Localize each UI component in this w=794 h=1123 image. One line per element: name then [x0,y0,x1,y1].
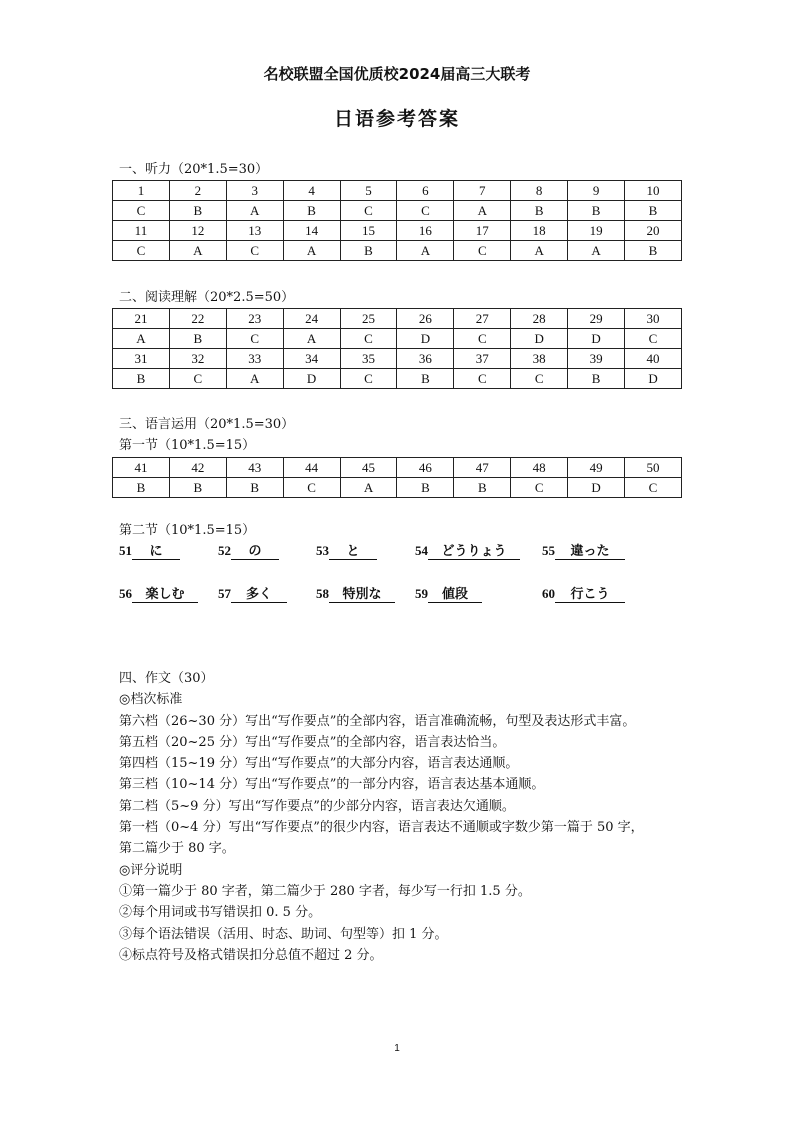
fill-in-item [415,586,482,603]
question-number-cell: 32 [169,349,226,369]
question-number-cell: 37 [454,349,511,369]
answer-cell: B [397,369,454,389]
answer-cell: C [511,369,568,389]
question-number-cell: 42 [169,458,226,478]
answer-cell: B [511,201,568,221]
question-number-cell: 35 [340,349,397,369]
section-listening-heading: 一、听力（20*1.5=30） [119,162,269,177]
question-number-cell: 10 [625,181,682,201]
question-number-cell: 16 [397,221,454,241]
answer-cell: C [226,329,283,349]
question-number-cell: 50 [625,458,682,478]
question-number-cell: 36 [397,349,454,369]
answer-cell: A [511,241,568,261]
answer-cell: C [340,329,397,349]
question-number-row [113,349,682,369]
question-number-cell: 48 [511,458,568,478]
question-number-cell: 46 [397,458,454,478]
part2-heading: 第二节（10*1.5=15） [119,523,256,538]
item-answer: と [329,544,377,560]
question-number-cell: 31 [113,349,170,369]
answer-cell: A [340,478,397,498]
fill-in-item [542,543,625,560]
answer-cell: B [226,478,283,498]
grading-level-heading: ◎档次标准 [119,692,183,708]
grading-level-1-cont: 第二篇少于 80 字。 [119,841,235,857]
section-language-heading: 三、语言运用（20*1.5=30） [119,417,295,432]
question-number-cell: 44 [283,458,340,478]
fill-in-item [218,543,279,560]
answer-cell: B [397,478,454,498]
question-number-cell: 26 [397,309,454,329]
item-number: 58 [316,586,329,601]
question-number-cell: 22 [169,309,226,329]
answer-cell: B [454,478,511,498]
answer-cell: C [169,369,226,389]
answer-cell: B [283,201,340,221]
question-number-row [113,309,682,329]
question-number-row [113,458,682,478]
answer-row [113,329,682,349]
answer-cell: C [454,329,511,349]
item-answer: 楽しむ [132,587,198,603]
reading-answer-table [112,308,682,389]
essay-section [119,668,719,966]
item-answer: に [132,544,180,560]
answer-cell: A [113,329,170,349]
grading-level-1: 第一档（0~4 分）写出“写作要点”的很少内容，语言表达不通顺或字数少第一篇于 50 字， [119,820,644,836]
question-number-cell: 47 [454,458,511,478]
answer-row [113,241,682,261]
question-number-cell: 27 [454,309,511,329]
answer-cell: C [454,241,511,261]
answer-cell: A [397,241,454,261]
question-number-cell: 2 [169,181,226,201]
grading-level-4: 第四档（15~19 分）写出“写作要点”的大部分内容，语言表达通顺。 [119,756,519,772]
answer-cell: C [113,201,170,221]
answer-cell: C [625,478,682,498]
answer-cell: C [397,201,454,221]
answer-cell: A [226,201,283,221]
answer-cell: B [625,201,682,221]
fill-in-row-1 [119,543,719,563]
answer-row [113,369,682,389]
answer-cell: D [625,369,682,389]
item-answer: 特別な [329,587,395,603]
fill-in-item [119,543,180,560]
answer-cell: B [340,241,397,261]
language-part1-answer-table [112,457,682,498]
item-answer: 行こう [555,587,625,603]
question-number-cell: 28 [511,309,568,329]
question-number-cell: 21 [113,309,170,329]
question-number-cell: 1 [113,181,170,201]
item-number: 59 [415,586,428,601]
answer-cell: D [568,478,625,498]
answer-cell: A [283,329,340,349]
question-number-cell: 15 [340,221,397,241]
question-number-cell: 23 [226,309,283,329]
part1-heading: 第一节（10*1.5=15） [119,438,256,453]
question-number-cell: 39 [568,349,625,369]
question-number-cell: 49 [568,458,625,478]
answer-row [113,201,682,221]
item-number: 57 [218,586,231,601]
question-number-cell: 9 [568,181,625,201]
item-answer: の [231,544,279,560]
question-number-row [113,181,682,201]
question-number-cell: 38 [511,349,568,369]
item-number: 56 [119,586,132,601]
answer-cell: A [568,241,625,261]
item-number: 60 [542,586,555,601]
question-number-cell: 19 [568,221,625,241]
grading-level-3: 第三档（10~14 分）写出“写作要点”的一部分内容，语言表达基本通顺。 [119,777,545,793]
scoring-note-3: ③每个语法错误（活用、时态、助词、句型等）扣 1 分。 [119,926,448,942]
answer-cell: D [568,329,625,349]
document-subtitle: 日语参考答案 [333,108,460,130]
answer-cell: C [226,241,283,261]
fill-in-row-2 [119,586,719,606]
grading-level-2: 第二档（5~9 分）写出“写作要点”的少部分内容，语言表达欠通顺。 [119,798,515,814]
answer-cell: C [625,329,682,349]
fill-in-item [316,586,395,603]
answer-cell: C [511,478,568,498]
answer-cell: A [226,369,283,389]
section-essay-heading: 四、作文（30） [119,671,214,686]
listening-answer-table [112,180,682,261]
answer-cell: B [169,478,226,498]
answer-cell: B [113,478,170,498]
fill-in-item [218,586,287,603]
answer-cell: B [169,329,226,349]
answer-cell: C [340,201,397,221]
item-number: 51 [119,543,132,558]
question-number-cell: 5 [340,181,397,201]
question-number-cell: 7 [454,181,511,201]
answer-cell: B [113,369,170,389]
question-number-cell: 14 [283,221,340,241]
answer-cell: B [169,201,226,221]
question-number-cell: 11 [113,221,170,241]
answer-cell: D [511,329,568,349]
question-number-cell: 29 [568,309,625,329]
answer-cell: B [625,241,682,261]
item-answer: 多く [231,587,287,603]
grading-level-5: 第五档（20~25 分）写出“写作要点”的全部内容，语言表达恰当。 [119,734,506,750]
scoring-note-1: ①第一篇少于 80 字者，第二篇少于 280 字者，每少写一行扣 1.5 分。 [119,883,531,899]
question-number-cell: 45 [340,458,397,478]
fill-in-item [542,586,625,603]
question-number-cell: 43 [226,458,283,478]
answer-cell: D [283,369,340,389]
item-number: 53 [316,543,329,558]
scoring-note-4: ④标点符号及格式错误扣分总值不超过 2 分。 [119,947,383,963]
question-number-cell: 18 [511,221,568,241]
item-number: 55 [542,543,555,558]
question-number-cell: 17 [454,221,511,241]
question-number-cell: 30 [625,309,682,329]
answer-row [113,478,682,498]
item-answer: 違った [555,544,625,560]
question-number-cell: 40 [625,349,682,369]
page-number: 1 [394,1043,400,1054]
question-number-cell: 4 [283,181,340,201]
section-reading-heading: 二、阅读理解（20*2.5=50） [119,290,295,305]
question-number-cell: 25 [340,309,397,329]
question-number-cell: 24 [283,309,340,329]
item-answer: どうりょう [428,544,520,560]
answer-cell: A [283,241,340,261]
answer-cell: C [454,369,511,389]
question-number-cell: 8 [511,181,568,201]
answer-cell: B [568,201,625,221]
question-number-cell: 6 [397,181,454,201]
question-number-cell: 34 [283,349,340,369]
answer-cell: C [340,369,397,389]
grading-level-6: 第六档（26~30 分）写出“写作要点”的全部内容，语言准确流畅，句型及表达形式丰富。 [119,713,636,729]
question-number-cell: 41 [113,458,170,478]
scoring-notes-heading: ◎评分说明 [119,862,183,878]
fill-in-item [415,543,520,560]
item-number: 54 [415,543,428,558]
answer-cell: A [454,201,511,221]
question-number-cell: 3 [226,181,283,201]
fill-in-item [316,543,377,560]
answer-cell: A [169,241,226,261]
question-number-cell: 20 [625,221,682,241]
answer-cell: B [568,369,625,389]
answer-cell: C [113,241,170,261]
question-number-row [113,221,682,241]
fill-in-item [119,586,198,603]
document-title: 名校联盟全国优质校2024届高三大联考 [263,65,531,83]
question-number-cell: 12 [169,221,226,241]
item-answer: 値段 [428,587,482,603]
question-number-cell: 13 [226,221,283,241]
item-number: 52 [218,543,231,558]
answer-cell: D [397,329,454,349]
scoring-note-2: ②每个用词或书写错误扣 0. 5 分。 [119,905,322,921]
question-number-cell: 33 [226,349,283,369]
answer-cell: C [283,478,340,498]
